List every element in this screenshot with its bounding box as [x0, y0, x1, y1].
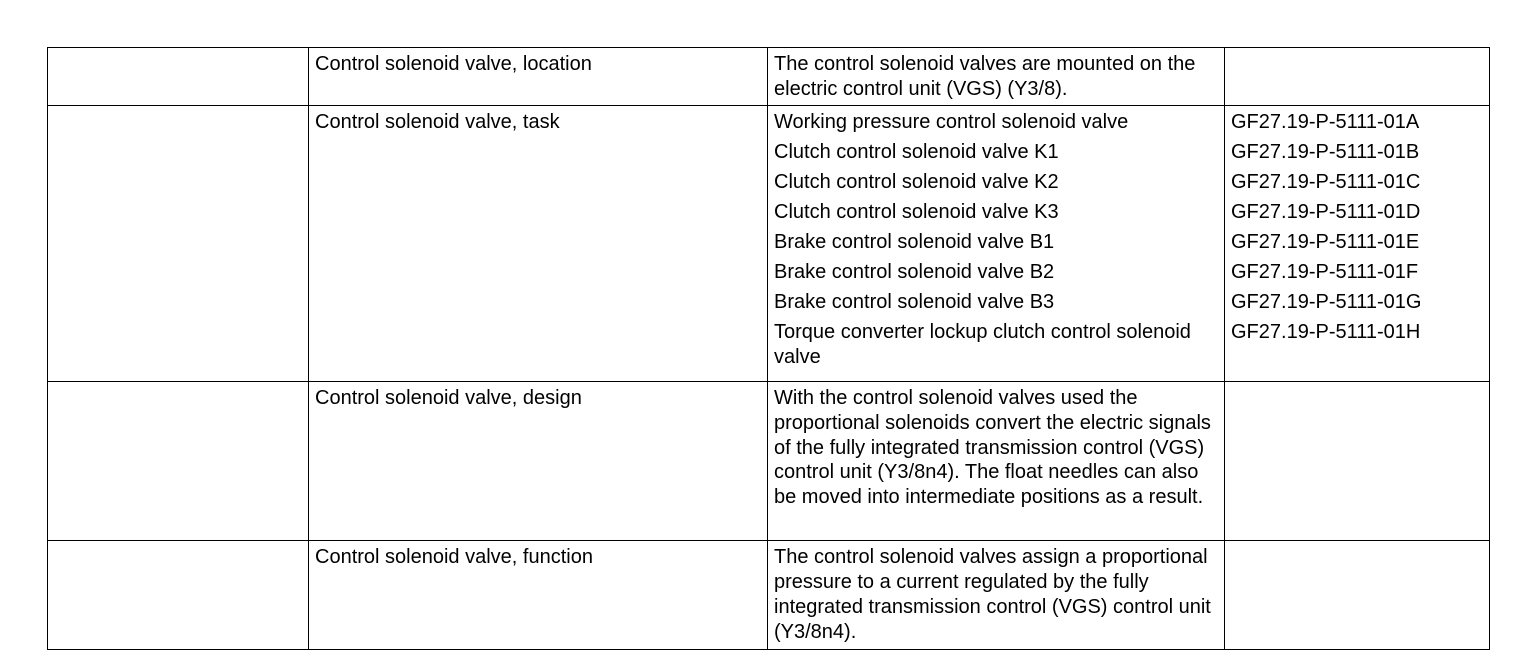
- table-row: [48, 106, 1490, 382]
- task-item-label: Clutch control solenoid valve K3: [774, 201, 1059, 223]
- subject-cell: [309, 541, 768, 650]
- reference-link[interactable]: GF27.19-P-5111-01D: [1231, 201, 1421, 223]
- reference-cell: [1225, 106, 1490, 382]
- subject-cell: [309, 382, 768, 541]
- description-text: The control solenoid valves assign a proportional pressure to a current regulated by the fully integrated transmission control (VGS) control unit (Y3/8n4).: [774, 546, 1211, 643]
- document-table: [47, 47, 1490, 650]
- task-item-label: Clutch control solenoid valve K2: [774, 171, 1059, 193]
- subject-text: Control solenoid valve, function: [315, 546, 593, 568]
- empty-cell: [48, 48, 309, 106]
- reference-cell: [1225, 48, 1490, 106]
- empty-cell: [48, 382, 309, 541]
- reference-link[interactable]: GF27.19-P-5111-01G: [1231, 291, 1422, 313]
- table-row: [48, 48, 1490, 106]
- description-text: The control solenoid valves are mounted on the electric control unit (VGS) (Y3/8).: [774, 53, 1196, 100]
- reference-link[interactable]: GF27.19-P-5111-01E: [1231, 231, 1420, 253]
- description-cell: [768, 541, 1225, 650]
- subject-cell: [309, 106, 768, 382]
- reference-link[interactable]: GF27.19-P-5111-01C: [1231, 171, 1421, 193]
- reference-link[interactable]: GF27.19-P-5111-01H: [1231, 321, 1421, 343]
- empty-cell: [48, 541, 309, 650]
- table-row: [48, 541, 1490, 650]
- task-item-label: Brake control solenoid valve B3: [774, 291, 1055, 313]
- subject-text: Control solenoid valve, location: [315, 53, 592, 75]
- description-text: With the control solenoid valves used the proportional solenoids convert the electric signals of the fully integrated transmission control (VGS) control unit (Y3/8n4). The float needles can also be moved into intermediate positions as a result.: [774, 387, 1211, 509]
- task-item-label: Working pressure control solenoid valve: [774, 111, 1129, 133]
- reference-link[interactable]: GF27.19-P-5111-01A: [1231, 111, 1420, 133]
- table-row: [48, 382, 1490, 541]
- description-cell: [768, 106, 1225, 382]
- subject-text: Control solenoid valve, task: [315, 111, 560, 133]
- task-item-label: Brake control solenoid valve B2: [774, 261, 1055, 283]
- subject-text: Control solenoid valve, design: [315, 387, 582, 409]
- description-cell: [768, 48, 1225, 106]
- task-item-label: Torque converter lockup clutch control solenoid valve: [774, 321, 1191, 368]
- reference-link[interactable]: GF27.19-P-5111-01B: [1231, 141, 1420, 163]
- subject-cell: [309, 48, 768, 106]
- task-item-label: Brake control solenoid valve B1: [774, 231, 1055, 253]
- reference-cell: [1225, 541, 1490, 650]
- reference-cell: [1225, 382, 1490, 541]
- task-item-label: Clutch control solenoid valve K1: [774, 141, 1059, 163]
- reference-link[interactable]: GF27.19-P-5111-01F: [1231, 261, 1419, 283]
- description-cell: [768, 382, 1225, 541]
- empty-cell: [48, 106, 309, 382]
